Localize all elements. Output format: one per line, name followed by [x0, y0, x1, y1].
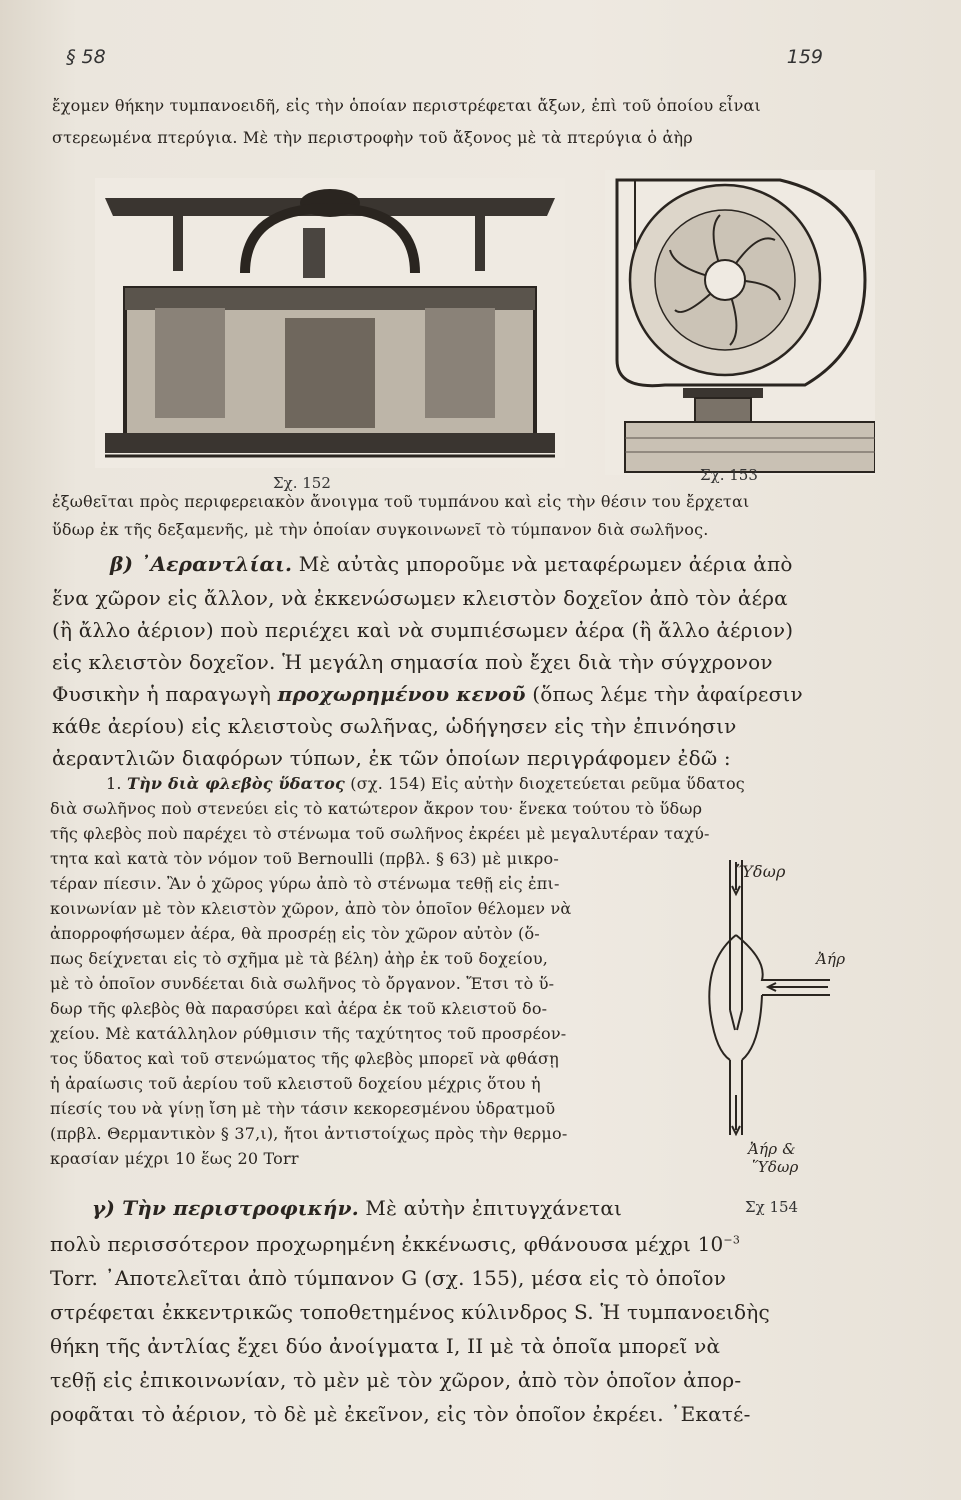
item1-line-15: (πρβλ. Θερμαντικὸν § 37,ι), ἤτοι ἀντιστοίχως πρὸς τὴν θερμο-: [50, 1124, 568, 1143]
body-line-after-figs-1: ἐξωθεῖται πρὸς περιφερειακὸν ἄνοιγμα τοῦ τυμπάνου καὶ εἰς τὴν θέσιν του ἔρχεται: [52, 492, 750, 511]
item1-line-5: τέραν πίεσιν. Ἂν ὁ χῶρος γύρω ἀπὸ τὸ στένωμα τεθῇ εἰς ἐπι-: [50, 874, 560, 893]
item1-line-7: ἀπορροφήσωμεν ἀέρα, θὰ προσρέῃ εἰς τὸν χῶρον αὐτὸν (ὅ-: [50, 924, 540, 943]
item1-line-1-text: (σχ. 154) Εἰς αὐτὴν διοχετεύεται ρεῦμα ὕδατος: [344, 774, 745, 793]
beta-line-1-text: Μὲ αὐτὰς μποροῦμε νὰ μεταφέρωμεν ἀέρια ἀπὸ: [292, 552, 793, 576]
item1-line-3: τῆς φλεβὸς ποὺ παρέχει τὸ στένωμα τοῦ σωλῆνος ἐκρέει μὲ μεγαλυτέραν ταχύ-: [50, 824, 710, 843]
beta-line-4: εἰς κλειστὸν δοχεῖον. Ἡ μεγάλη σημασία ποὺ ἔχει διὰ τὴν σύγχρονον: [52, 650, 773, 674]
advanced-vacuum-term: προχωρημένου κενοῦ: [277, 682, 526, 706]
figure-154-caption: Σχ 154: [745, 1198, 799, 1216]
gamma-line-2: [50, 1232, 740, 1256]
beta-line-5-pre: Φυσικὴν ἡ παραγωγὴ: [52, 682, 278, 706]
figure-152-drawing: [95, 178, 565, 468]
beta-line-3: (ἢ ἄλλο ἀέριον) ποὺ περιέχει καὶ νὰ συμπιέσωμεν ἀέρα (ἢ ἄλλο ἀέριον): [52, 618, 794, 642]
item1-line-2: διὰ σωλῆνος ποὺ στενεύει εἰς τὸ κατώτερον ἄκρον του· ἕνεκα τούτου τὸ ὕδωρ: [50, 799, 703, 818]
beta-line-5: [52, 682, 803, 706]
beta-line-6: κάθε ἀερίου) εἰς κλειστοὺς σωλῆνας, ὡδήγησεν εἰς τὴν ἐπινόησιν: [52, 714, 737, 738]
gamma-line-5: θήκη τῆς ἀντλίας ἔχει δύο ἀνοίγματα I, II μὲ τὰ ὁποῖα μπορεῖ νὰ: [50, 1334, 721, 1358]
item1-line-10: δωρ τῆς φλεβὸς θὰ παρασύρει καὶ ἀέρα ἐκ τοῦ κλειστοῦ δο-: [50, 999, 548, 1018]
fig154-air-label: Ἀήρ: [816, 950, 846, 968]
beta-line-7: ἀεραντλιῶν διαφόρων τύπων, ἐκ τῶν ὁποίων περιγράφομεν ἐδῶ :: [52, 746, 731, 770]
item1-line-8: πως δείχνεται εἰς τὸ σχῆμα μὲ τὰ βέλη) ἀὴρ ἐκ τοῦ δοχείου,: [50, 949, 549, 968]
gamma-line-1-text: Μὲ αὐτὴν ἐπιτυγχάνεται: [358, 1196, 623, 1220]
gamma-heading: γ) Τὴν περιστροφικήν.: [92, 1196, 359, 1220]
figure-153-drawing: [605, 170, 875, 475]
section-number: § 58: [66, 46, 106, 68]
intro-line-2: στερεωμένα πτερύγια. Μὲ τὴν περιστροφὴν τοῦ ἄξονος μὲ τὰ πτερύγια ὁ ἀὴρ: [52, 128, 693, 147]
gamma-line-1: [92, 1196, 622, 1220]
page-number: 159: [786, 46, 823, 68]
figure-154-drawing: [690, 850, 860, 1140]
item1-line-1: [106, 774, 745, 793]
body-line-after-figs-2: ὕδωρ ἐκ τῆς δεξαμενῆς, μὲ τὴν ὁποίαν συγκοινωνεῖ τὸ τύμπανον διὰ σωλῆνος.: [52, 520, 709, 539]
gamma-line-6: τεθῇ εἰς ἐπικοινωνίαν, τὸ μὲν μὲ τὸν χῶρον, ἀπὸ τὸν ὁποῖον ἀπορ-: [50, 1368, 742, 1392]
exponent: −3: [723, 1233, 741, 1247]
figure-153-caption: Σχ. 153: [700, 466, 758, 484]
gamma-line-2-text: πολὺ περισσότερον προχωρημένη ἐκκένωσις, φθάνουσα μέχρι 10: [50, 1232, 724, 1256]
figure-152-caption: Σχ. 152: [273, 474, 331, 492]
item1-line-11: χείου. Μὲ κατάλληλον ρύθμισιν τῆς ταχύτητος τοῦ προσρέον-: [50, 1024, 567, 1043]
item1-line-14: πίεσίς του νὰ γίνῃ ἴση μὲ τὴν τάσιν κεκορεσμένου ὑδρατμοῦ: [50, 1099, 556, 1118]
beta-line-1: [110, 552, 793, 576]
fig154-water-in-label: Ὕδωρ: [736, 862, 786, 881]
fig154-air-and-label: Ἀήρ &: [748, 1140, 796, 1158]
item1-title: Τὴν διὰ φλεβὸς ὕδατος: [126, 774, 345, 793]
item1-number: 1.: [106, 774, 122, 793]
gamma-line-7: ροφᾶται τὸ ἀέριον, τὸ δὲ μὲ ἐκεῖνον, εἰς τὸν ὁποῖον ἐκρέει. ᾿Εκατέ-: [50, 1402, 751, 1426]
beta-heading: β) ᾿Αεραντλίαι.: [110, 552, 293, 576]
gamma-line-3: Torr. ᾿Αποτελεῖται ἀπὸ τύμπανον G (σχ. 155), μέσα εἰς τὸ ὁποῖον: [50, 1266, 727, 1290]
item1-line-16: κρασίαν μέχρι 10 ἕως 20 Torr: [50, 1149, 299, 1168]
fig154-water-out-label: Ὕδωρ: [752, 1158, 799, 1176]
intro-line-1: ἔχομεν θήκην τυμπανοειδῆ, εἰς τὴν ὁποίαν περιστρέφεται ἄξων, ἐπὶ τοῦ ὁποίου εἶναι: [52, 96, 762, 115]
item1-line-6: κοινωνίαν μὲ τὸν κλειστὸν χῶρον, ἀπὸ τὸν ὁποῖον θέλομεν νὰ: [50, 899, 572, 918]
beta-line-5-post: (ὅπως λέμε τὴν ἀφαίρεσιν: [525, 682, 803, 706]
item1-line-12: τος ὕδατος καὶ τοῦ στενώματος τῆς φλεβὸς μπορεῖ νὰ φθάσῃ: [50, 1049, 559, 1068]
beta-line-2: ἕνα χῶρον εἰς ἄλλον, νὰ ἐκκενώσωμεν κλειστὸν δοχεῖον ἀπὸ τὸν ἀέρα: [52, 586, 788, 610]
item1-line-4: τητα καὶ κατὰ τὸν νόμον τοῦ Bernoulli (πρβλ. § 63) μὲ μικρο-: [50, 849, 559, 868]
gamma-line-4: στρέφεται ἐκκεντρικῶς τοποθετημένος κύλινδρος S. Ἡ τυμπανοειδὴς: [50, 1300, 770, 1324]
item1-line-13: ἡ ἀραίωσις τοῦ ἀερίου τοῦ κλειστοῦ δοχείου μέχρις ὅτου ἡ: [50, 1074, 541, 1093]
item1-line-9: μὲ τὸ ὁποῖον συνδέεται διὰ σωλῆνος τὸ ὄργανον. Ἔτσι τὸ ὕ-: [50, 974, 555, 993]
